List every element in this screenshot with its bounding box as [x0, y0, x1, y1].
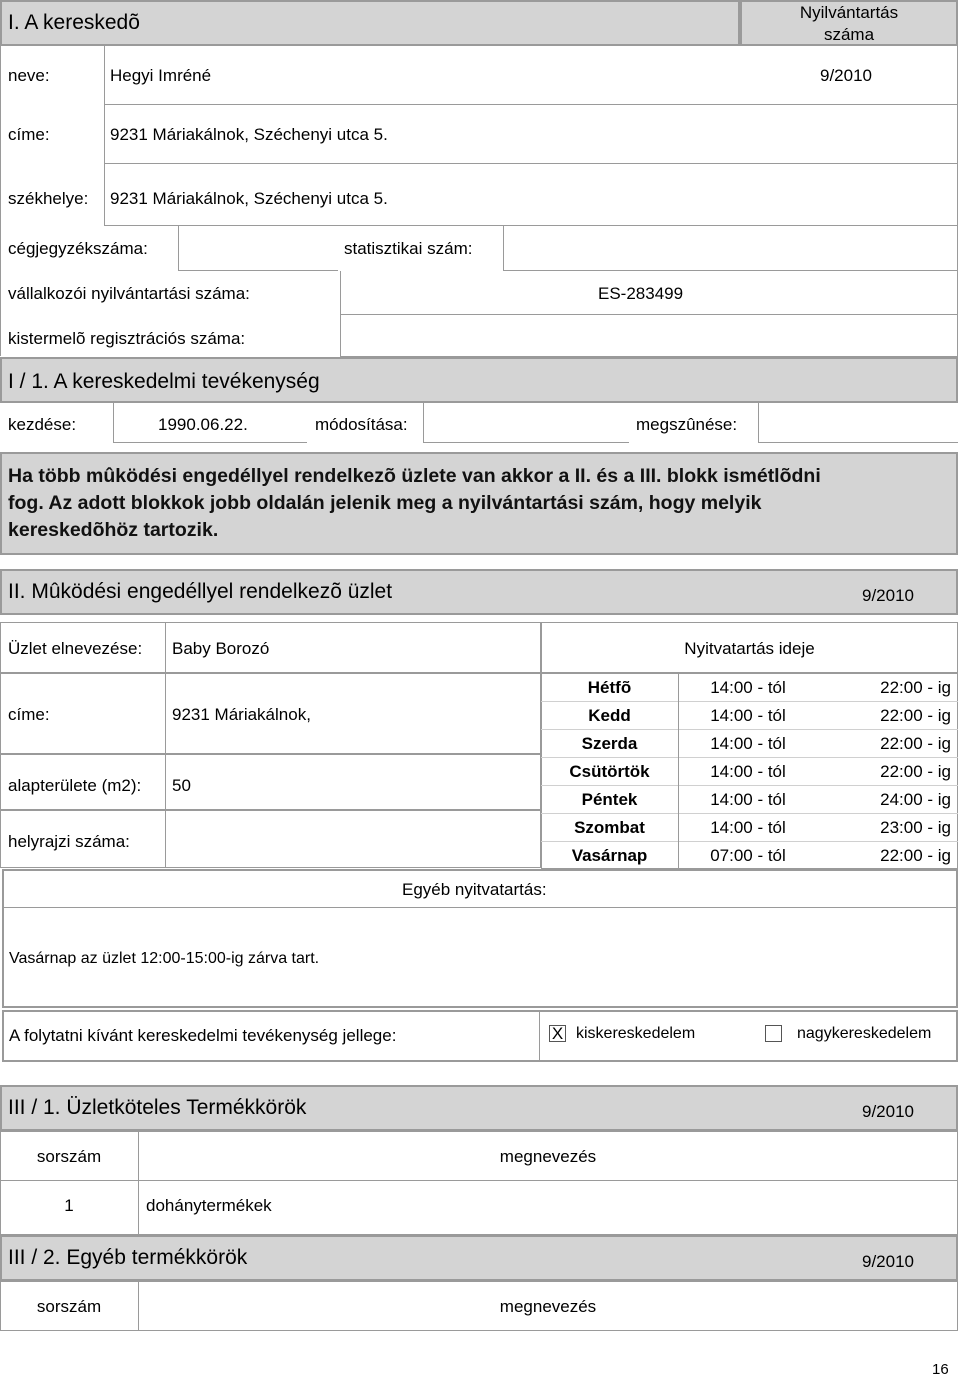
entrepreneur-label: vállalkozói nyilvántartási száma:	[8, 284, 250, 303]
notice-line-1: Ha több mûködési engedéllyel rendelkezõ üzlete van akkor a II. és a III. blokk ismétlõdni	[8, 465, 821, 487]
other-hours-label: Egyéb nyitvatartás:	[402, 880, 547, 899]
products-col-name: megnevezés	[499, 1147, 597, 1166]
name-label: neve:	[8, 66, 50, 85]
activity-label: A folytatni kívánt kereskedelmi tevékenység jellege:	[9, 1026, 397, 1045]
shop-address-label: címe:	[8, 705, 50, 724]
page-number: 16	[932, 1361, 949, 1378]
start-label: kezdése:	[8, 415, 77, 434]
hours-row-rule	[541, 757, 958, 758]
other-products-col-no: sorszám	[36, 1297, 102, 1316]
seat-value: 9231 Máriakálnok, Széchenyi utca 5.	[110, 189, 388, 208]
company-reg-field	[178, 226, 338, 271]
shop-name-divider	[165, 622, 166, 673]
wholesale-label: nagykereskedelem	[797, 1025, 932, 1042]
hours-day: Szerda	[581, 734, 638, 753]
registry-label: Nyilvántartás	[799, 3, 899, 22]
hours-to: 23:00 - ig	[880, 818, 951, 837]
hours-from: 14:00 - tól	[710, 678, 786, 697]
wholesale-checkbox[interactable]	[765, 1025, 782, 1042]
section-3-1-registry-number: 9/2010	[862, 1102, 914, 1121]
hours-from: 14:00 - tól	[710, 762, 786, 781]
modify-field	[423, 403, 629, 443]
smallholder-label: kistermelõ regisztrációs száma:	[8, 329, 246, 348]
hours-to: 24:00 - ig	[880, 790, 951, 809]
section-1-1-title: I / 1. A kereskedelmi tevékenység	[8, 370, 320, 393]
registry-label-2: száma	[823, 25, 875, 44]
area-value: 50	[172, 776, 191, 795]
entrepreneur-value: ES-283499	[598, 284, 684, 303]
hours-to: 22:00 - ig	[880, 846, 951, 865]
stat-field	[503, 226, 958, 271]
registry-number: 9/2010	[820, 66, 872, 85]
end-label: megszûnése:	[636, 415, 738, 434]
section-1-title: I. A kereskedõ	[8, 11, 140, 34]
other-hours-value: Vasárnap az üzlet 12:00-15:00-ig zárva tart.	[9, 950, 320, 967]
retail-label: kiskereskedelem	[576, 1025, 696, 1042]
hours-day: Vasárnap	[571, 846, 648, 865]
name-value: Hegyi Imréné	[110, 66, 212, 85]
retail-checkbox[interactable]: X	[549, 1025, 566, 1042]
hours-day: Péntek	[581, 790, 638, 809]
hours-row-rule	[541, 785, 958, 786]
hours-row-rule	[541, 729, 958, 730]
notice-line-3: kereskedõhöz tartozik.	[8, 519, 219, 541]
section-3-2-title: III / 2. Egyéb termékkörök	[8, 1246, 248, 1269]
activity-divider	[539, 1012, 540, 1060]
hours-to: 22:00 - ig	[880, 678, 951, 697]
hours-from: 07:00 - tól	[710, 846, 786, 865]
hours-from: 14:00 - tól	[710, 706, 786, 725]
notice-line-2: fog. Az adott blokkok jobb oldalán jelenik meg a nyilvántartási szám, hogy melyik	[8, 492, 762, 514]
area-divider	[165, 754, 166, 810]
hours-from: 14:00 - tól	[710, 818, 786, 837]
hours-day: Csütörtök	[569, 762, 650, 781]
shop-address-value: 9231 Máriakálnok,	[172, 705, 311, 724]
hours-day: Hétfõ	[587, 678, 632, 697]
left-border	[0, 46, 1, 356]
section-3-2-registry-number: 9/2010	[862, 1252, 914, 1271]
opening-hours-table	[541, 673, 958, 869]
products-header-rule	[0, 1180, 958, 1181]
address-value: 9231 Máriakálnok, Széchenyi utca 5.	[110, 125, 388, 144]
hours-title: Nyitvatartás ideje	[684, 639, 815, 658]
products-col-divider	[138, 1131, 139, 1235]
end-field	[758, 403, 958, 443]
shop-name-label: Üzlet elnevezése:	[8, 639, 143, 658]
hours-day: Kedd	[588, 706, 631, 725]
start-value: 1990.06.22.	[158, 415, 248, 434]
area-label: alapterülete (m2):	[8, 776, 142, 795]
products-table	[0, 1131, 958, 1235]
seat-label: székhelye:	[8, 189, 89, 208]
section-2-registry-number: 9/2010	[862, 586, 914, 605]
section-3-1-title: III / 1. Üzletköteles Termékkörök	[8, 1096, 307, 1119]
hours-row-rule	[541, 701, 958, 702]
plot-divider	[165, 810, 166, 868]
hours-from: 14:00 - tól	[710, 734, 786, 753]
company-reg-label: cégjegyzékszáma:	[8, 239, 148, 258]
products-row-name: dohánytermékek	[146, 1196, 272, 1215]
hours-day: Szombat	[574, 818, 645, 837]
hours-row-rule	[541, 813, 958, 814]
address-label: címe:	[8, 125, 50, 144]
hours-to: 22:00 - ig	[880, 706, 951, 725]
smallholder-field	[340, 315, 958, 357]
shop-address-divider	[165, 673, 166, 754]
section-2-title: II. Mûködési engedéllyel rendelkezõ üzlet	[8, 580, 393, 603]
other-hours-rule	[4, 907, 956, 908]
hours-col-divider	[678, 673, 679, 869]
plot-label: helyrajzi száma:	[8, 832, 130, 851]
modify-label: módosítása:	[315, 415, 408, 434]
stat-label: statisztikai szám:	[344, 239, 473, 258]
hours-from: 14:00 - tól	[710, 790, 786, 809]
products-col-no: sorszám	[36, 1147, 102, 1166]
hours-to: 22:00 - ig	[880, 762, 951, 781]
hours-to: 22:00 - ig	[880, 734, 951, 753]
products-row-no: 1	[64, 1196, 74, 1215]
shop-name-value: Baby Borozó	[172, 639, 270, 658]
other-products-col-name: megnevezés	[499, 1297, 597, 1316]
hours-row-rule	[541, 841, 958, 842]
